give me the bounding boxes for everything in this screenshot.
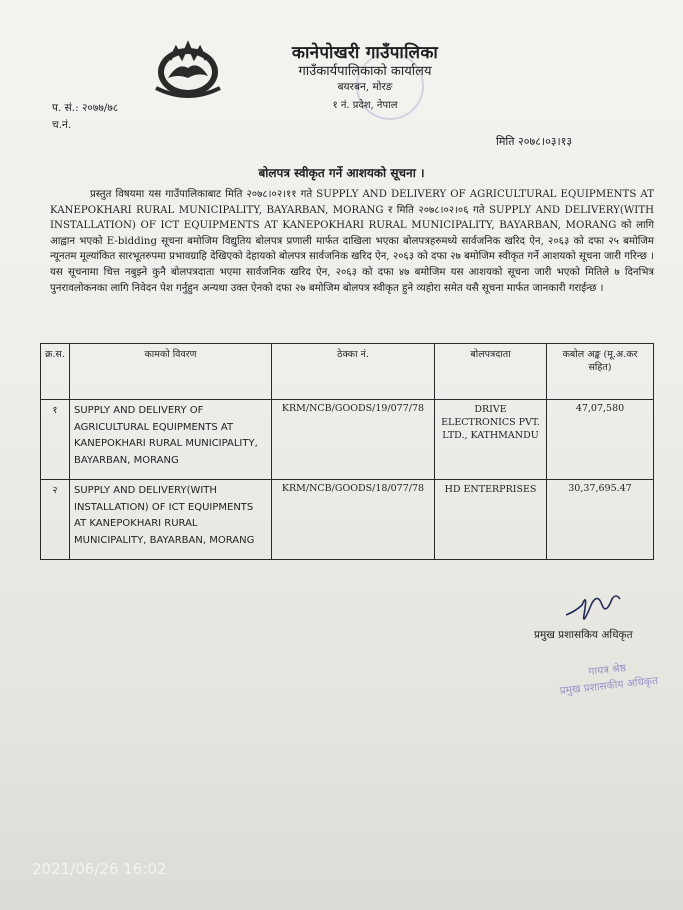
row-sn: १ [41, 400, 70, 480]
notice-body: प्रस्तुत विषयमा यस गाउँपालिकाबाट मिति २०७८।०२।११ गते SUPPLY AND DELIVERY OF AGRICULTURAL EQUIPMENTS AT KANEPOKHARI RURAL MUNICIPALITY, BAYARBAN, MORANG र मिति २०७८।०२।०६ गते SUPPLY AND DELIVERY(WITH INSTALLATION) OF ICT EQUIPMENTS AT KANEPOKHARI RURAL MUNICIPALITY, BAYARBAN, MORANG को लागि आह्वान भएको E-bidding सूचना बमोजिम विद्युतिय बोलपत्र प्रणाली मार्फत दाखिला भएका बोलपत्रहरुमध्ये सार्वजनिक खरिद ऐन, २०६३ को दफा २५ बमोजिम न्यूनतम मूल्यांकित सारभूतरुपमा प्रभावग्राहि देखिएको देहायको बोलपत्र सार्वजनिक खरिद ऐन, २०६३ को दफा २७ बमोजिम स्वीकृत गर्ने आशयको सूचना जारी गरिन्छ । यस सूचनामा चित्त नबुझ्ने कुनै बोलपत्रदाता भएमा सार्वजनिक खरिद ऐन, २०६३ को दफा ४७ बमोजिम यस आशयको सूचना जारी भएको मितिले ७ दिनभित्र पुनरावलोकनका लागि निवेदन पेश गर्नुहुन अन्यथा उक्त ऐनको दफा २७ बमोजिम बोलपत्र स्वीकृत हुने व्यहोरा समेत यसै सूचना मार्फत जानकारी गराईन्छ । [50, 189, 654, 294]
row-contract: KRM/NCB/GOODS/18/077/78 [272, 480, 435, 560]
row-sn: २ [41, 480, 70, 560]
row-bidder: HD ENTERPRISES [435, 480, 547, 560]
handwritten-signature-icon [562, 585, 622, 630]
notice-title: बोलपत्र स्वीकृत गर्ने आशयको सूचना । [258, 166, 425, 180]
nepal-emblem-icon [148, 38, 228, 100]
office-province: १ नं. प्रदेश, नेपाल [332, 100, 398, 111]
letter-number: प. सं.: २०७७/७८ [52, 102, 119, 114]
signatory-title: प्रमुख प्रशासकिय अधिकृत [534, 629, 633, 641]
award-table [40, 343, 654, 560]
row-amount: 47,07,580 [547, 400, 654, 480]
col-header-description: कामको विवरण [70, 344, 272, 400]
table-row [41, 400, 654, 480]
row-amount: 30,37,695.47 [547, 480, 654, 560]
table-header-row [41, 344, 654, 400]
row-contract: KRM/NCB/GOODS/19/077/78 [272, 400, 435, 480]
stamp-name: गायत्र श्रेष्ठ [587, 662, 627, 678]
col-header-bidder: बोलपत्रदाता [435, 344, 547, 400]
row-bidder: DRIVE ELECTRONICS PVT. LTD., KATHMANDU [435, 400, 547, 480]
dispatch-number: च.नं. [52, 119, 72, 131]
col-header-amount: कबोल अङ्क (मू.अ.कर सहित) [547, 344, 654, 400]
office-name: कानेपोखरी गाउँपालिका [291, 43, 439, 63]
office-subtitle: गाउँकार्यपालिकाको कार्यालय [298, 64, 432, 79]
row-description: SUPPLY AND DELIVERY(WITH INSTALLATION) OF ICT EQUIPMENTS AT KANEPOKHARI RURAL MUNICIPALITY, BAYARBAN, MORANG [70, 480, 272, 560]
row-description: SUPPLY AND DELIVERY OF AGRICULTURAL EQUIPMENTS AT KANEPOKHARI RURAL MUNICIPALITY, BAYARBAN, MORANG [70, 400, 272, 480]
notice-date: मिति २०७८।०३।१३ [496, 135, 573, 148]
stamp-title: प्रमुख प्रशासकीय अधिकृत [559, 674, 659, 698]
photo-timestamp: 2021/06/26 16:02 [32, 860, 167, 878]
col-header-contract: ठेक्का नं. [272, 344, 435, 400]
office-location: बयरबन, मोरङ [337, 81, 393, 93]
official-stamp [547, 656, 670, 700]
col-header-sn: क्र.स. [41, 344, 70, 400]
table-row [41, 480, 654, 560]
